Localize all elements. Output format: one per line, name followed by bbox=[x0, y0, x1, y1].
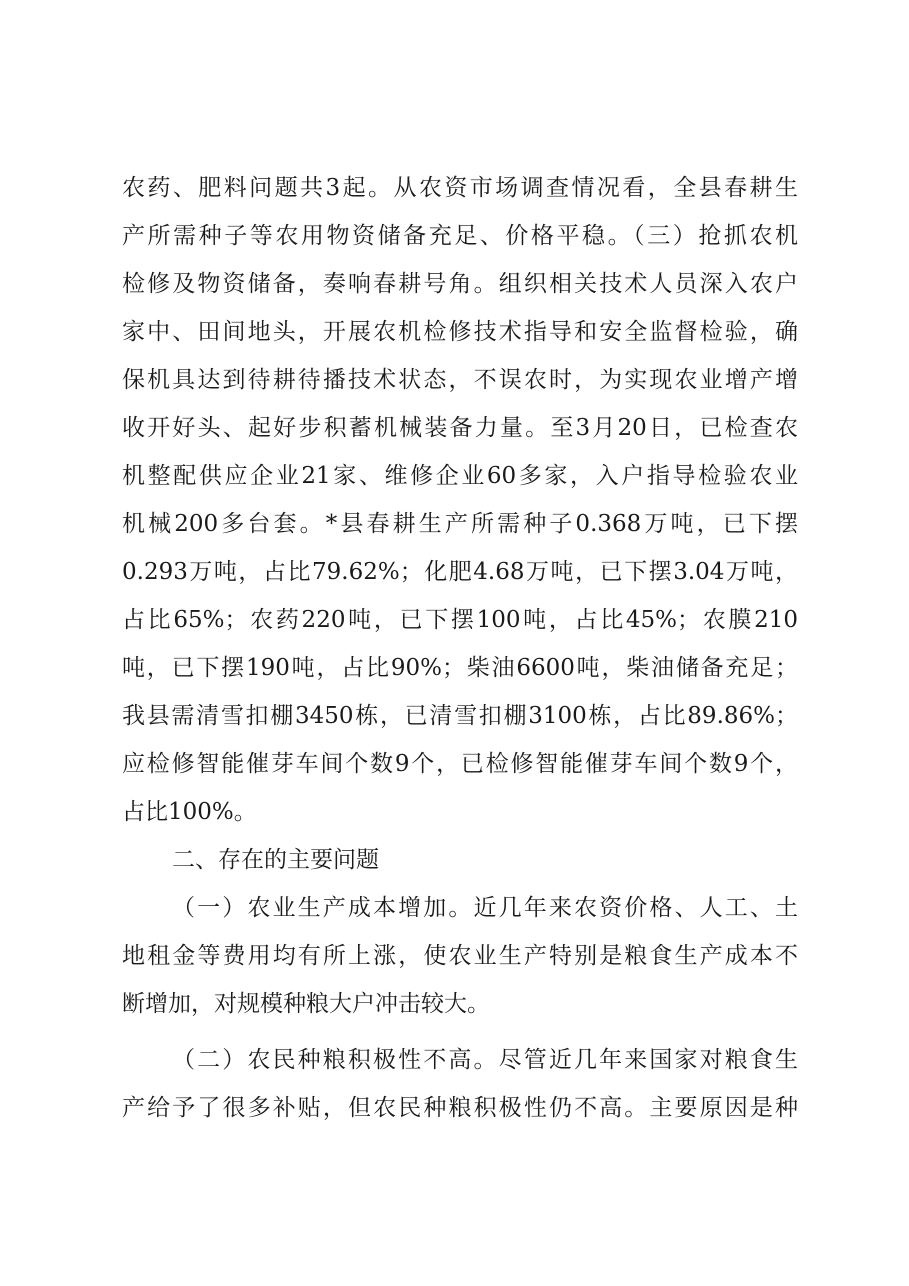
paragraph-line: 机整配供应企业21家、维修企业60多家，入户指导检验农业 bbox=[122, 463, 798, 489]
paragraph-line: 农药、肥料问题共3起。从农资市场调查情况看，全县春耕生 bbox=[122, 175, 798, 201]
paragraph-line: 产给予了很多补贴，但农民种粮积极性仍不高。主要原因是种 bbox=[122, 1095, 798, 1121]
paragraph-line: 产所需种子等农用物资储备充足、价格平稳。（三）抢抓农机 bbox=[122, 223, 798, 249]
section-heading: 二、存在的主要问题 bbox=[172, 847, 379, 873]
paragraph-line: 保机具达到待耕待播技术状态，不误农时，为实现农业增产增 bbox=[122, 367, 798, 393]
paragraph-line: 0.293万吨，占比79.62%；化肥4.68万吨，已下摆3.04万吨， bbox=[122, 559, 798, 585]
paragraph-spring-farming-progress bbox=[122, 164, 798, 836]
paragraph-line: 占比100%。 bbox=[122, 799, 257, 825]
paragraph-line: 家中、田间地头，开展农机检修技术指导和安全监督检验，确 bbox=[122, 319, 798, 345]
paragraph-line: 我县需清雪扣棚3450栋，已清雪扣棚3100栋，占比89.86%； bbox=[122, 703, 798, 729]
paragraph-line: 机械200多台套。*县春耕生产所需种子0.368万吨，已下摆 bbox=[122, 511, 798, 537]
paragraph-rising-costs bbox=[122, 884, 798, 1028]
paragraph-line: 收开好头、起好步积蓄机械装备力量。至3月20日，已检查农 bbox=[122, 415, 798, 441]
paragraph-line: （二）农民种粮积极性不高。尽管近几年来国家对粮食生 bbox=[172, 1047, 798, 1073]
paragraph-line: 断增加，对规模种粮大户冲击较大。 bbox=[122, 991, 490, 1017]
document-body bbox=[122, 164, 798, 1132]
paragraph-line: 应检修智能催芽车间个数9个，已检修智能催芽车间个数9个， bbox=[122, 751, 798, 777]
paragraph-line: 地租金等费用均有所上涨，使农业生产特别是粮食生产成本不 bbox=[122, 943, 798, 969]
paragraph-line: 占比65%；农药220吨，已下摆100吨，占比45%；农膜210 bbox=[122, 607, 798, 633]
paragraph-line: 检修及物资储备，奏响春耕号角。组织相关技术人员深入农户 bbox=[122, 271, 798, 297]
paragraph-line: （一）农业生产成本增加。近几年来农资价格、人工、土 bbox=[172, 895, 798, 921]
paragraph-line: 吨，已下摆190吨，占比90%；柴油6600吨，柴油储备充足； bbox=[122, 655, 798, 681]
paragraph-low-enthusiasm bbox=[122, 1036, 798, 1132]
